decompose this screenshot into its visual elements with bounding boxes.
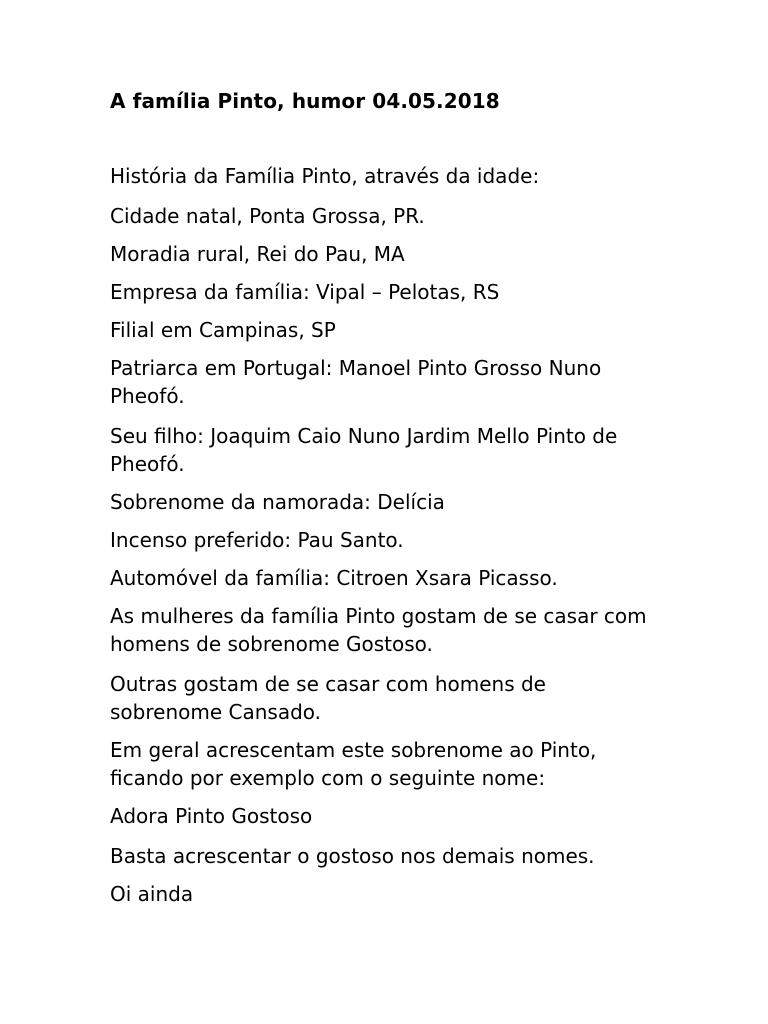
document-title: A família Pinto, humor 04.05.2018: [110, 89, 500, 113]
paragraph-incense: Incenso preferido: Pau Santo.: [110, 528, 404, 552]
paragraph-hometown: Cidade natal, Ponta Grossa, PR.: [110, 204, 425, 228]
paragraph-patriarch: Patriarca em Portugal: Manoel Pinto Grosso Nuno Pheofó.: [110, 356, 602, 408]
paragraph-women: As mulheres da família Pinto gostam de se casar com homens de sobrenome Gostoso.: [110, 604, 647, 656]
paragraph-girlfriend: Sobrenome da namorada: Delícia: [110, 490, 445, 514]
paragraph-car: Automóvel da família: Citroen Xsara Picasso.: [110, 566, 558, 590]
paragraph-others: Outras gostam de se casar com homens de sobrenome Cansado.: [110, 672, 546, 724]
paragraph-family-company: Empresa da família: Vipal – Pelotas, RS: [110, 280, 500, 304]
paragraph-general: Em geral acrescentam este sobrenome ao Pinto, ficando por exemplo com o seguinte nome:: [110, 738, 597, 790]
paragraph-ending: Oi ainda: [110, 882, 194, 906]
paragraph-add-surname: Basta acrescentar o gostoso nos demais nomes.: [110, 844, 595, 868]
paragraph-example-name: Adora Pinto Gostoso: [110, 804, 313, 828]
paragraph-rural-home: Moradia rural, Rei do Pau, MA: [110, 242, 405, 266]
paragraph-intro: História da Família Pinto, através da idade:: [110, 164, 540, 188]
paragraph-branch: Filial em Campinas, SP: [110, 318, 336, 342]
paragraph-son: Seu filho: Joaquim Caio Nuno Jardim Mello Pinto de Pheofó.: [110, 424, 618, 476]
